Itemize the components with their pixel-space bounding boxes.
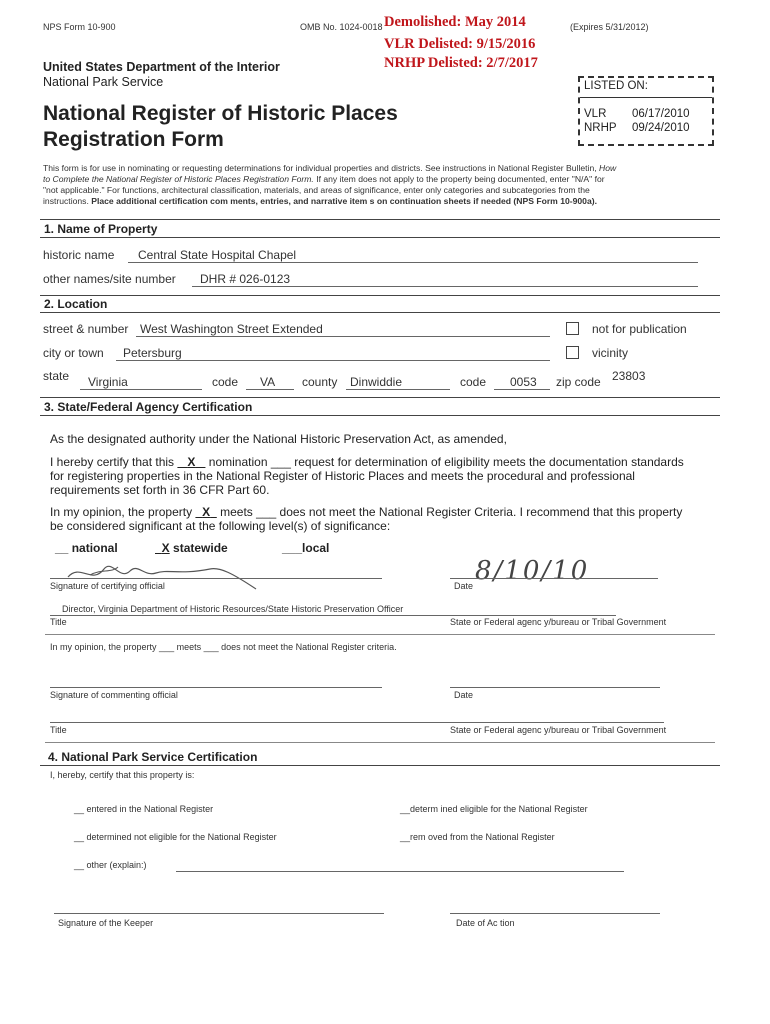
nrhp-label: NRHP: [584, 122, 617, 134]
section-2-heading: 2. Location: [44, 297, 108, 311]
vlr-label: VLR: [584, 108, 607, 120]
other-option[interactable]: __ other (explain:): [74, 860, 147, 870]
section-1-heading: 1. Name of Property: [44, 222, 158, 236]
section-3-top-rule: [40, 397, 720, 398]
action-date-line: [450, 913, 660, 914]
section-4-heading: 4. National Park Service Certification: [48, 750, 258, 764]
date2-line: [450, 687, 660, 688]
zip-label: zip code: [556, 375, 601, 389]
commenting-opinion: In my opinion, the property ___ meets ___ does not meet the National Register criteria.: [50, 642, 397, 652]
state-label: state: [43, 369, 70, 383]
intro-line-3: "not applicable." For functions, architectural classification, materials, and areas of significance, enter only categories and subcategories from the: [43, 185, 590, 195]
commenting-signature-label: Signature of commenting official: [50, 690, 178, 700]
section-3-heading: 3. State/Federal Agency Certification: [44, 400, 253, 414]
street-line: [136, 336, 550, 337]
county-code-label: code: [460, 375, 487, 389]
section-3-bottom-rule: [40, 415, 720, 416]
state-code-label: code: [212, 375, 239, 389]
county-line: [346, 389, 450, 390]
intro-line-1: This form is for use in nominating or requesting determinations for individual properties and districts. See instructions in National Register Bulletin, How: [43, 163, 617, 173]
zip-value[interactable]: 23803: [612, 369, 646, 383]
official-title: Director, Virginia Department of Historic Resources/State Historic Preservation Officer: [62, 604, 404, 614]
historic-name-line: [128, 262, 698, 263]
opinion-line: In my opinion, the property X meets ___ does not meet the National Register Criteria. I recommend that this property: [50, 505, 683, 519]
certify-line-3: requirements set forth in 36 CFR Part 60.: [50, 483, 270, 497]
level-local[interactable]: ___local: [282, 541, 330, 555]
county-value[interactable]: Dinwiddie: [350, 375, 403, 389]
other-names-line: [192, 286, 698, 287]
nrhp-date: 09/24/2010: [632, 122, 690, 134]
removed-option[interactable]: __rem oved from the National Register: [400, 832, 555, 842]
authority-statement: As the designated authority under the National Historic Preservation Act, as amended,: [50, 432, 507, 446]
section-1-bottom-rule: [40, 237, 720, 238]
other-names-value[interactable]: DHR # 026-0123: [200, 272, 291, 286]
certify-line: I hereby certify that this X nomination ___ request for determination of eligibility meets the documentation standards: [50, 455, 684, 469]
vicinity-label: vicinity: [592, 346, 629, 360]
state-code-value[interactable]: VA: [260, 375, 276, 389]
signature-label: Signature of certifying official: [50, 581, 165, 591]
section-2-top-rule: [40, 295, 720, 296]
keeper-signature-line: [54, 913, 384, 914]
listed-on-heading: LISTED ON:: [584, 80, 648, 92]
city-label: city or town: [43, 346, 104, 360]
county-code-line: [494, 389, 550, 390]
other-explain-line: [176, 871, 624, 872]
state-code-line: [246, 389, 294, 390]
agency-name: National Park Service: [43, 75, 164, 89]
title-line: [50, 615, 616, 616]
signature-line: [50, 578, 382, 579]
agency2-label: State or Federal agenc y/bureau or Tribal Government: [450, 725, 667, 735]
expiration-date: (Expires 5/31/2012): [570, 22, 649, 32]
level-statewide[interactable]: X statewide: [161, 541, 228, 555]
signature2-line: [50, 687, 382, 688]
vlr-date: 06/17/2010: [632, 108, 690, 120]
intro-line-4: instructions. Place additional certification com ments, entries, and narrative item s on continuation sheets if needed (NPS Form 10-900a).: [43, 196, 597, 206]
entered-option[interactable]: __ entered in the National Register: [74, 804, 214, 814]
not-eligible-option[interactable]: __ determined not eligible for the National Register: [74, 832, 277, 842]
certify-line-2: for registering properties in the National Register of Historic Places and meets the procedural and professional: [50, 469, 635, 483]
title-label: Title: [50, 617, 67, 627]
form-number: NPS Form 10-900: [43, 22, 116, 32]
action-date-label: Date of Ac tion: [456, 918, 515, 928]
county-label: county: [302, 375, 338, 389]
demolished-stamp: Demolished: May 2014: [384, 14, 526, 30]
opinion-line-2: be considered significant at the following level(s) of significance:: [50, 519, 391, 533]
state-line: [80, 389, 202, 390]
not-for-publication-label: not for publication: [592, 322, 687, 336]
agency-label: State or Federal agenc y/bureau or Tribal Government: [450, 617, 667, 627]
vicinity-checkbox[interactable]: [566, 346, 579, 359]
determined-eligible-option[interactable]: __determ ined eligible for the National Register: [400, 804, 588, 814]
level-national[interactable]: __ national: [55, 541, 118, 555]
opinion-rule: [45, 634, 715, 635]
title2-line: [50, 722, 664, 723]
section-2-bottom-rule: [40, 312, 720, 313]
date-line: [450, 578, 658, 579]
section-4-rule: [40, 765, 720, 766]
street-label: street & number: [43, 322, 129, 336]
not-for-publication-checkbox[interactable]: [566, 322, 579, 335]
date-label: Date: [454, 581, 474, 591]
county-code-value[interactable]: 0053: [510, 375, 537, 389]
section-1-top-rule: [40, 219, 720, 220]
keeper-signature-label: Signature of the Keeper: [58, 918, 154, 928]
form-title: National Register of Historic Places: [43, 102, 398, 125]
handwritten-date: 8/10/10: [475, 556, 590, 586]
section-3-end-rule: [45, 742, 715, 743]
state-value[interactable]: Virginia: [88, 375, 128, 389]
commenting-date-label: Date: [454, 690, 474, 700]
department-name: United States Department of the Interior: [43, 60, 280, 74]
form-subtitle: Registration Form: [43, 128, 224, 151]
city-line: [116, 360, 550, 361]
listed-divider: [580, 97, 712, 98]
nps-certify-intro: I, hereby, certify that this property is:: [50, 770, 195, 780]
omb-number: OMB No. 1024-0018: [300, 22, 383, 32]
street-value[interactable]: West Washington Street Extended: [140, 322, 323, 336]
other-names-label: other names/site number: [43, 272, 176, 286]
title2-label: Title: [50, 725, 67, 735]
intro-line-2: to Complete the National Register of Historic Places Registration Form. If any item does not apply to the property being documented, enter "N/A" for: [43, 174, 605, 184]
historic-name-value[interactable]: Central State Hospital Chapel: [138, 248, 297, 262]
historic-name-label: historic name: [43, 248, 115, 262]
vlr-delisted-stamp: VLR Delisted: 9/15/2016: [384, 36, 536, 52]
nrhp-delisted-stamp: NRHP Delisted: 2/7/2017: [384, 55, 538, 71]
listed-on-box: [578, 76, 714, 146]
city-value[interactable]: Petersburg: [123, 346, 182, 360]
